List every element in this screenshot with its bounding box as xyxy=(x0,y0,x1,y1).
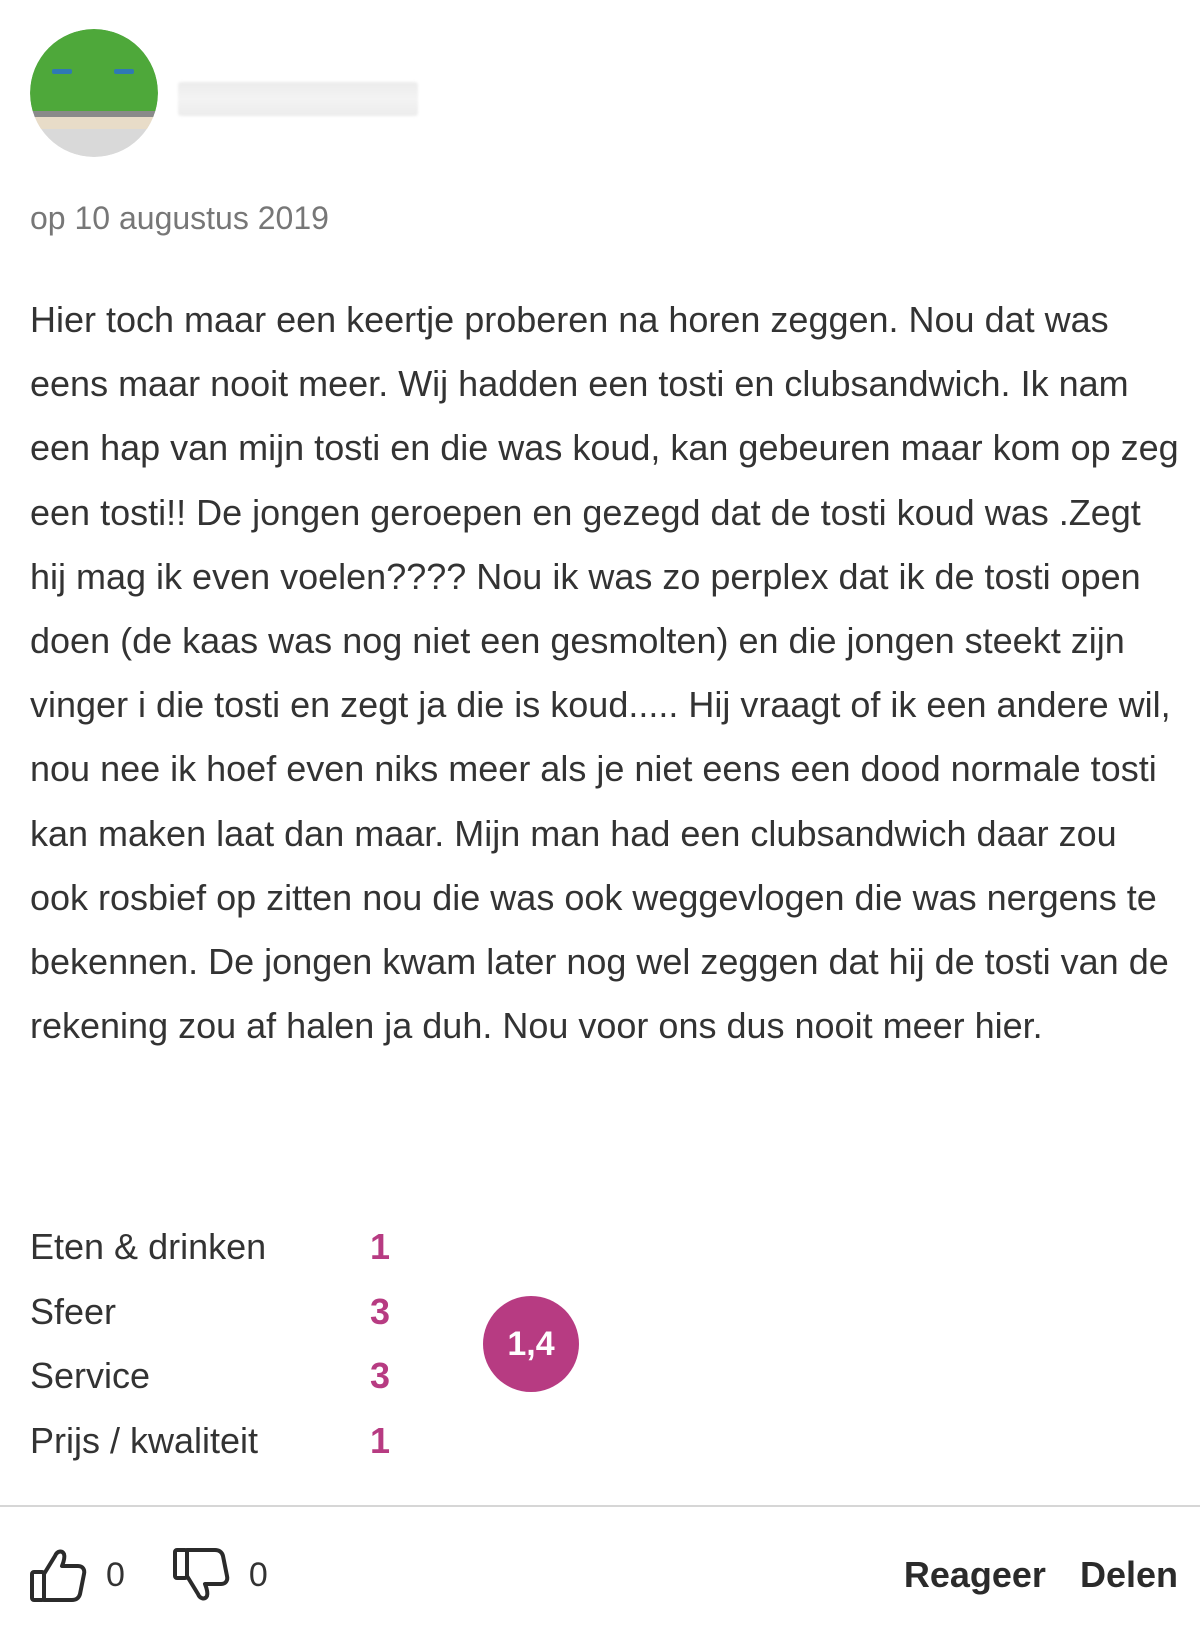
score-row xyxy=(30,1280,390,1345)
average-score-badge: 1,4 xyxy=(483,1296,579,1392)
score-row xyxy=(30,1344,390,1409)
author-name-redacted xyxy=(178,82,418,116)
like-button[interactable] xyxy=(28,1544,125,1606)
like-count: 0 xyxy=(106,1555,125,1594)
thumbs-up-icon xyxy=(28,1544,90,1606)
score-label: Eten & drinken xyxy=(30,1226,267,1268)
review-footer xyxy=(28,1540,1178,1610)
score-value: 1 xyxy=(370,1226,391,1268)
score-label: Prijs / kwaliteit xyxy=(30,1419,259,1461)
score-label: Sfeer xyxy=(30,1290,117,1332)
reply-button[interactable]: Reageer xyxy=(903,1554,1046,1595)
thumbs-down-icon xyxy=(171,1544,233,1606)
score-value: 3 xyxy=(370,1290,391,1332)
score-row xyxy=(30,1409,390,1474)
review-header xyxy=(30,28,418,158)
review-text: Hier toch maar een keertje proberen na horen zeggen. Nou dat was eens maar nooit meer. Wij hadden een tosti en clubsandwich. Ik nam een hap van mijn tosti en die was koud, kan gebeuren maar kom op zeg een tosti!! De jongen geroepen en gezegd dat de tosti koud was .Zegt hij mag ik even voelen???? Nou ik was zo perplex dat ik de tosti open doen (de kaas was nog niet een gesmolten) en die jongen steekt zijn vinger i die tosti en zegt ja die is koud..... Hij vraagt of ik een andere wil, nou nee ik hoef even niks meer als je niet eens een dood normale tosti kan maken laat dan maar. Mijn man had een clubsandwich daar zou ook rosbief op zitten nou die was ook weggevlogen die was nergens te bekennen. De jongen kwam later nog wel zeggen dat hij de tosti van de rekening zou af halen ja duh. Nou voor ons dus nooit meer hier. xyxy=(30,299,1179,1047)
score-label: Service xyxy=(30,1355,151,1397)
review-date: op 10 augustus 2019 xyxy=(30,200,329,236)
dislike-button[interactable] xyxy=(171,1544,268,1606)
avatar[interactable] xyxy=(30,29,158,157)
score-row xyxy=(30,1215,390,1280)
share-button[interactable]: Delen xyxy=(1079,1554,1178,1595)
score-list xyxy=(30,1215,390,1473)
score-value: 3 xyxy=(370,1355,391,1397)
dislike-count: 0 xyxy=(248,1555,268,1594)
score-value: 1 xyxy=(370,1419,391,1461)
green-avatar-icon xyxy=(30,29,158,157)
footer-divider xyxy=(0,1505,1200,1507)
